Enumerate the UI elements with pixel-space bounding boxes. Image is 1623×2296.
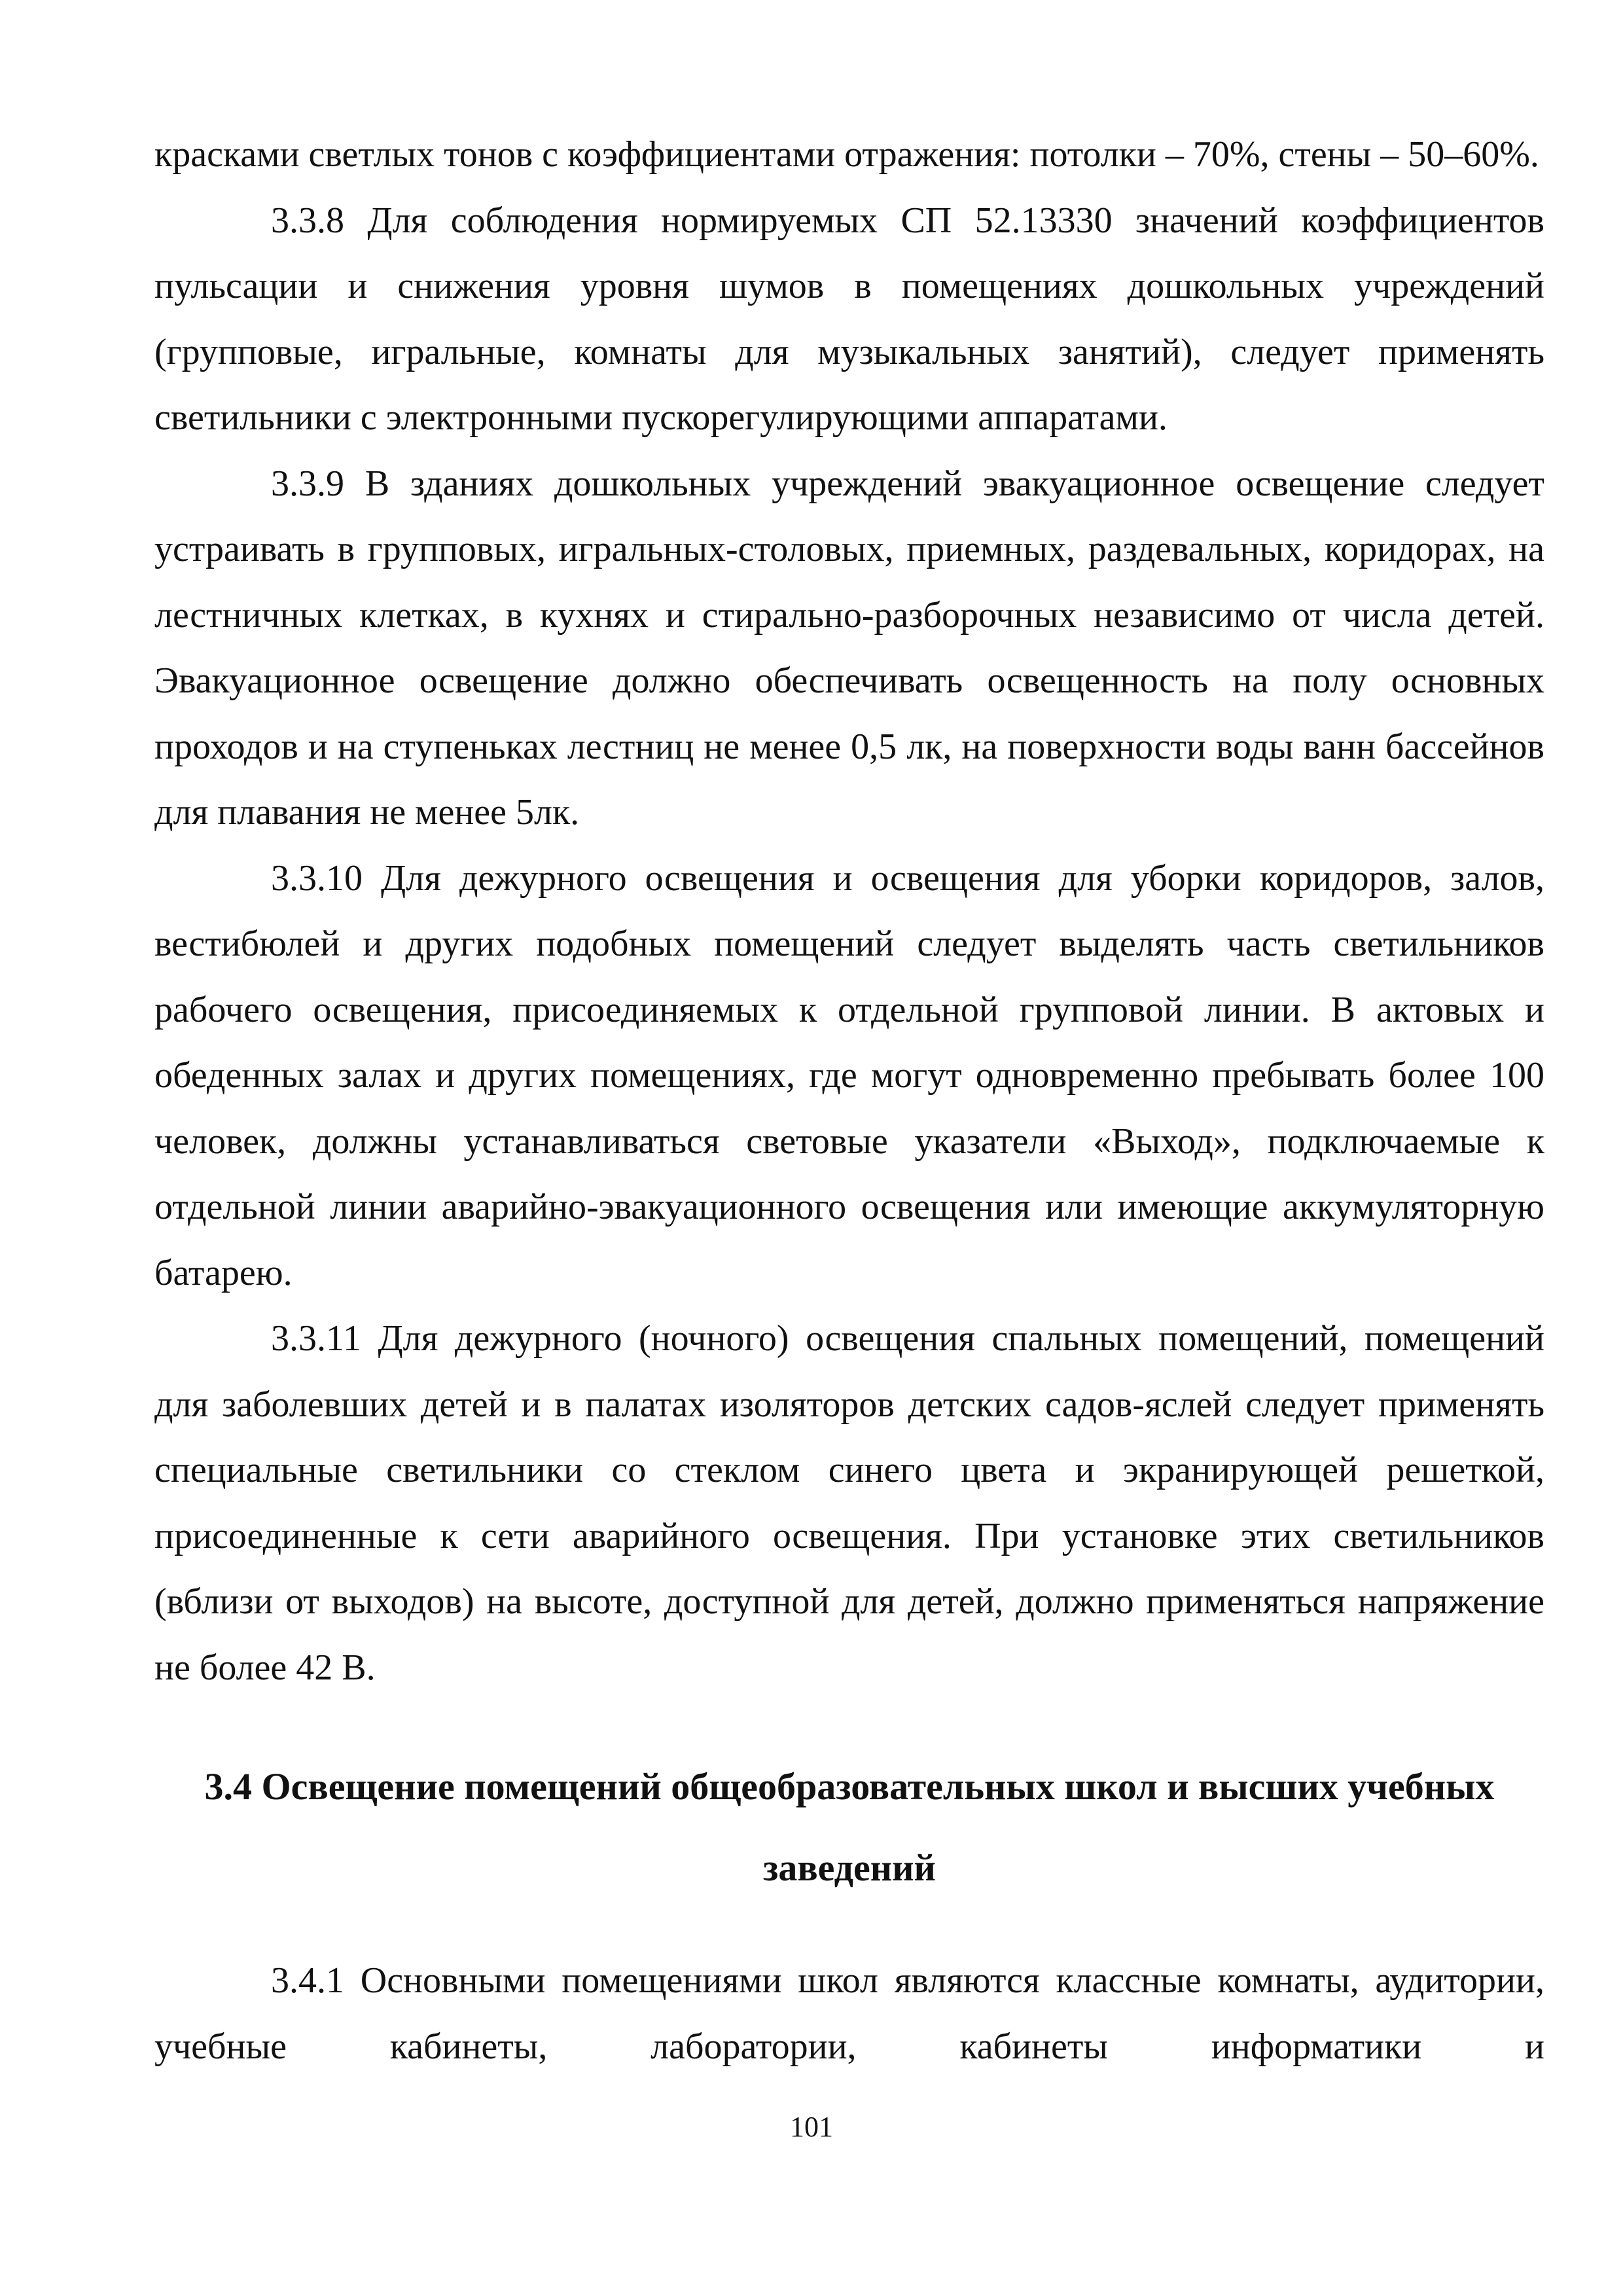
- paragraph-3-3-10: 3.3.10 Для дежурного освещения и освещения для уборки коридоров, залов, вестибюлей и других подобных помещений следует выделять часть светильников рабочего освещения, присоединяемых к отдельной групповой линии. В актовых и обеденных залах и других помещениях, где могут одновременно пребывать более 100 человек, должны устанавливаться световые указатели «Выход», подключаемые к отдельной линии аварийно-эвакуационного освещения или имеющие аккумуляторную батарею.: [154, 857, 1544, 1293]
- paragraph-3-4-1: 3.4.1 Основными помещениями школ являются классные комнаты, аудитории, учебные кабинеты, лаборатории, кабинеты информатики и: [154, 1960, 1544, 2067]
- paragraph-3-3-11: 3.3.11 Для дежурного (ночного) освещения спальных помещений, помещений для заболевших детей и в палатах изоляторов детских садов-яслей следует применять специальные светильники со стеклом синего цвета и экранирующей решеткой, присоединенные к сети аварийного освещения. При установке этих светильников (вблизи от выходов) на высоте, доступной для детей, должно применяться напряжение не более 42 В.: [154, 1318, 1544, 1688]
- paragraph-continuation: красками светлых тонов с коэффициентами отражения: потолки – 70%, стены – 50–60%.: [154, 134, 1539, 175]
- page-number: 101: [790, 2111, 833, 2143]
- section-heading: 3.4 Освещение помещений общеобразовательных школ и высших учебных заведений: [204, 1765, 1495, 1889]
- paragraph-3-3-8: 3.3.8 Для соблюдения нормируемых СП 52.13330 значений коэффициентов пульсации и снижения уровня шумов в помещениях дошкольных учреждений (групповые, игральные, комнаты для музыкальных занятий), следует применять светильники с электронными пускорегулирующими аппаратами.: [154, 200, 1544, 438]
- paragraph-3-3-9: 3.3.9 В зданиях дошкольных учреждений эвакуационное освещение следует устраивать в групповых, игральных-столовых, приемных, раздевальных, коридорах, на лестничных клетках, в кухнях и стирально-разборочных независимо от числа детей. Эвакуационное освещение должно обеспечивать освещенность на полу основных проходов и на ступеньках лестниц не менее 0,5 лк, на поверхности воды ванн бассейнов для плавания не менее 5лк.: [154, 463, 1544, 833]
- document-page: [154, 122, 1544, 2079]
